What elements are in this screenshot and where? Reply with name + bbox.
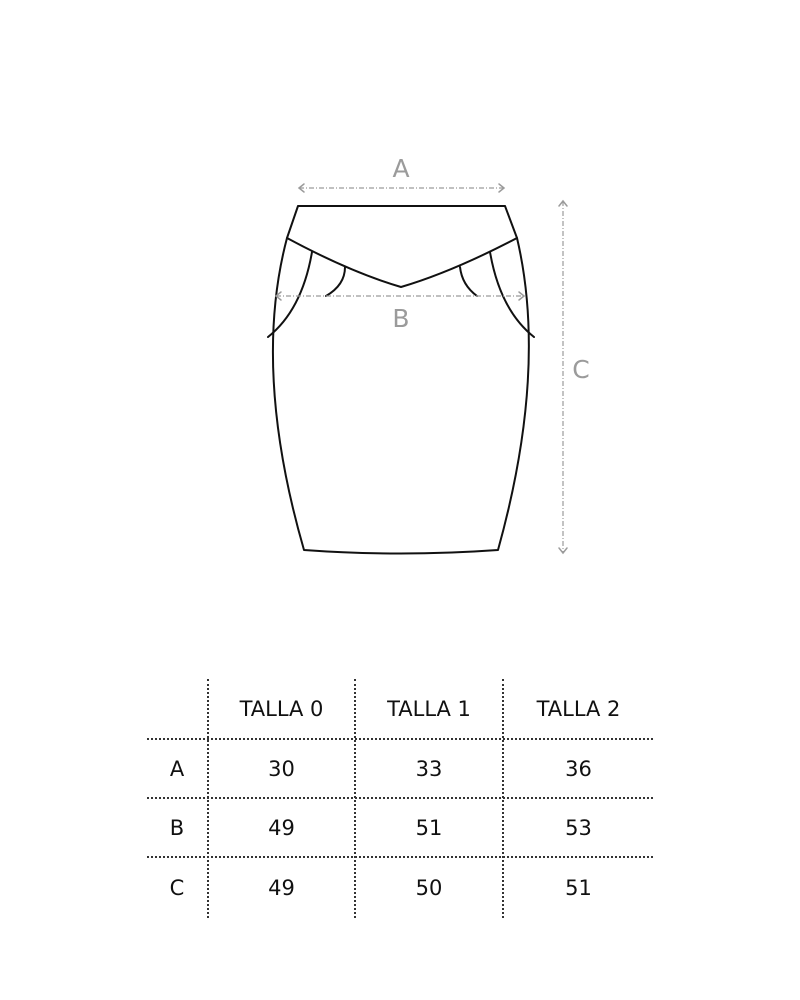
dimension-a-label: A <box>392 154 410 183</box>
right-pocket-stitch <box>460 267 477 296</box>
table-header-talla-2: TALLA 2 <box>536 696 621 721</box>
table-cell: 49 <box>268 876 295 900</box>
waistband-curve <box>287 238 517 287</box>
table-cell: 50 <box>415 876 443 900</box>
dimension-b-label: B <box>392 304 410 333</box>
table-row-label-a: A <box>169 756 185 781</box>
table-cell: 51 <box>415 815 443 840</box>
dimension-c <box>559 201 590 553</box>
dimension-c-label: C <box>572 355 590 384</box>
left-pocket-stitch <box>326 267 345 296</box>
table-row-label-b: B <box>169 815 185 840</box>
table-cell: 51 <box>565 876 592 900</box>
table-cell: 36 <box>565 756 592 781</box>
table-row-label-c: C <box>169 876 185 900</box>
dimension-b <box>276 292 524 333</box>
table-cell: 33 <box>415 756 443 781</box>
dimension-a <box>299 154 504 192</box>
table-cell: 49 <box>268 815 295 840</box>
table-cell: 53 <box>565 815 592 840</box>
right-pocket <box>490 252 534 337</box>
table-cell: 30 <box>268 756 295 781</box>
table-header-talla-0: TALLA 0 <box>239 696 324 721</box>
skirt-drawing <box>268 206 534 554</box>
table-header-talla-1: TALLA 1 <box>387 696 471 721</box>
size-table <box>147 679 653 918</box>
